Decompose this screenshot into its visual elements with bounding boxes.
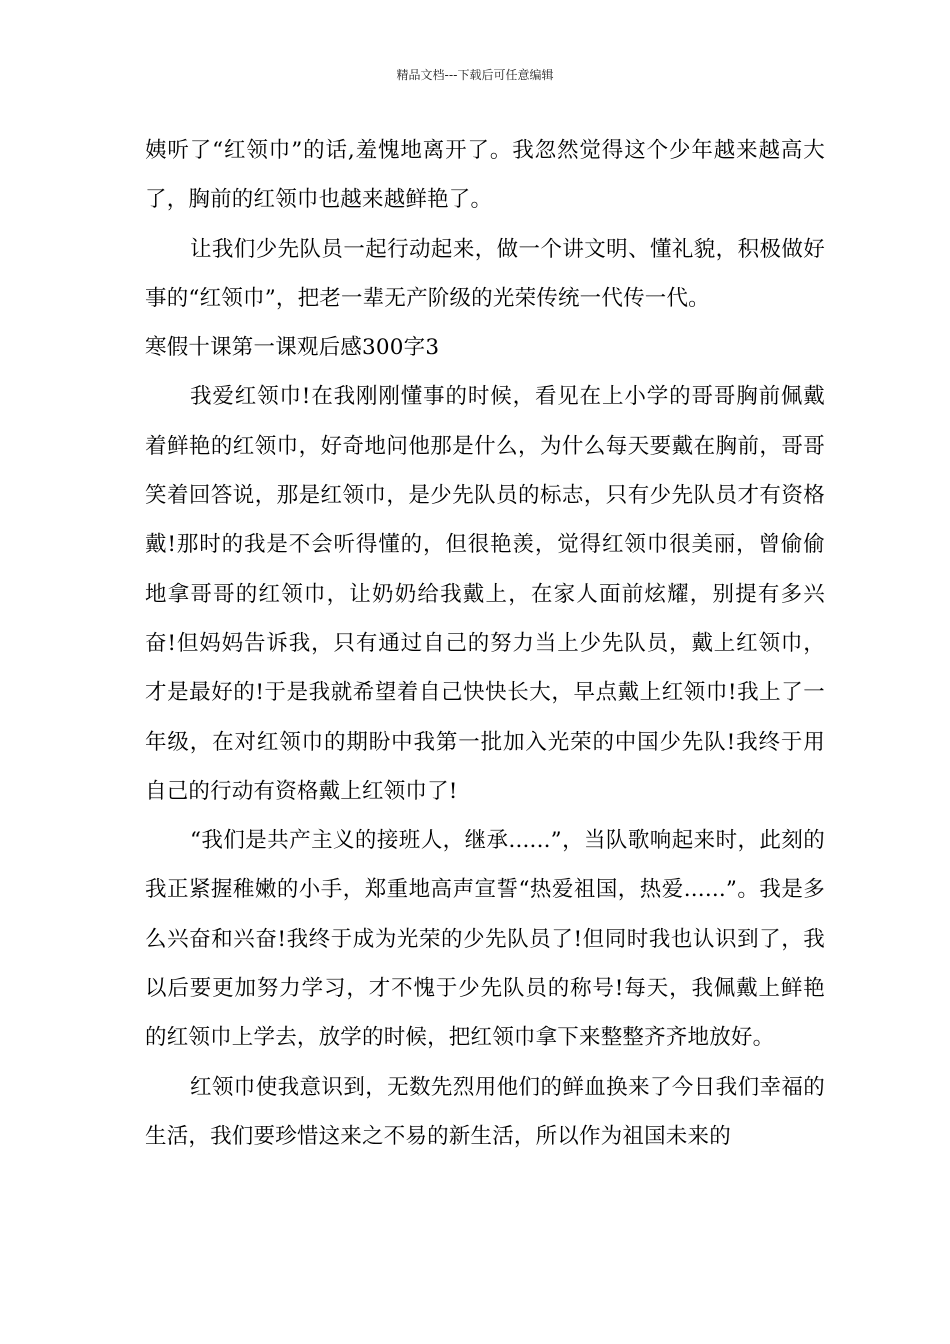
paragraph-1: 姨听了“红领巾”的话,羞愧地离开了。我忽然觉得这个少年越来越高大了，胸前的红领巾也越来越鲜艳了。 xyxy=(145,138,825,213)
paragraph-3: 我爱红领巾!在我刚刚懂事的时候，看见在上小学的哥哥胸前佩戴着鲜艳的红领巾，好奇地问他那是什么，为什么每天要戴在胸前，哥哥笑着回答说，那是红领巾，是少先队员的标志，只有少先队员才有资格戴!那时的我是不会听得懂的，但很艳羡，觉得红领巾很美丽，曾偷偷地拿哥哥的红领巾，让奶奶给我戴上，在家人面前炫耀，别提有多兴奋!但妈妈告诉我，只有通过自己的努力当上少先队员，戴上红领巾，才是最好的!于是我就希望着自己快快长大，早点戴上红领巾!我上了一年级，在对红领巾的期盼中我第一批加入光荣的中国少先队!我终于用自己的行动有资格戴上红领巾了! xyxy=(145,384,825,804)
paragraph-4: “我们是共产主义的接班人，继承......”，当队歌响起来时，此刻的我正紧握稚嫩的小手，郑重地高声宣誓“热爱祖国，热爱......”。我是多么兴奋和兴奋!我终于成为光荣的少先队员了!但同时我也认识到了，我以后要更加努力学习，才不愧于少先队员的称号!每天，我佩戴上鲜艳的红领巾上学去，放学的时候，把红领巾拿下来整整齐齐地放好。 xyxy=(145,828,825,1051)
document-body xyxy=(145,126,825,1161)
section-heading: 寒假十课第一课观后感300字3 xyxy=(145,335,440,361)
page-header: 精品文档---下载后可任意编辑 xyxy=(396,68,554,82)
paragraph-5: 红领巾使我意识到，无数先烈用他们的鲜血换来了今日我们幸福的生活，我们要珍惜这来之不易的新生活，所以作为祖国未来的 xyxy=(145,1074,825,1149)
paragraph-2: 让我们少先队员一起行动起来，做一个讲文明、懂礼貌，积极做好事的“红领巾”，把老一辈无产阶级的光荣传统一代传一代。 xyxy=(145,236,825,311)
